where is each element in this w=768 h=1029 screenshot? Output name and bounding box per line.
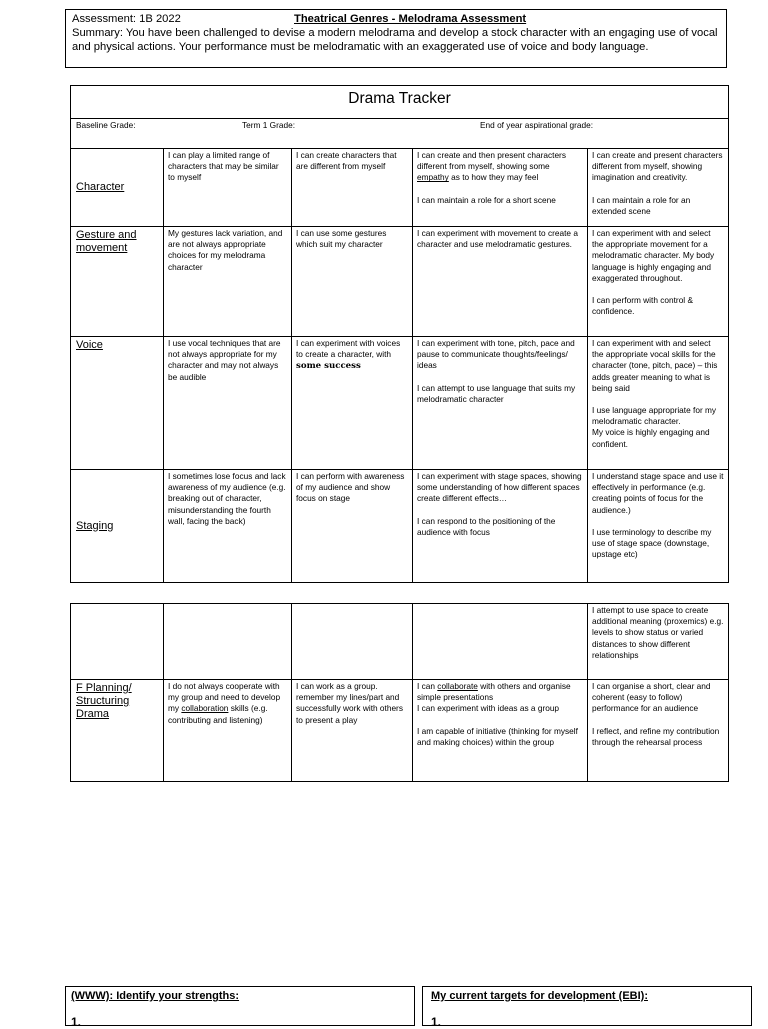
descriptor-cell: I can collaborate with others and organise simple presentations I can experiment with ideas as a group I am capable of initiative (thinking for myself and making choices) within the group (413, 680, 588, 782)
some-success-emphasis: some success (296, 361, 361, 372)
term1-grade-label: Term 1 Grade: (242, 120, 296, 130)
criterion-gesture: Gesture and movement (71, 227, 164, 337)
descriptor-cell: I understand stage space and use it effectively in performance (e.g. creating points of focus for the audience.) I use terminology to describe my use of stage space (downstage, upstage etc) (588, 470, 729, 583)
table-row (71, 227, 729, 337)
descriptor-cell: I can work as a group. remember my lines/part and successfully work with others to present a play (292, 680, 413, 782)
empty-cell (71, 604, 164, 680)
descriptor-cell: I can experiment with and select the appropriate movement for a melodramatic character. My body language is highly engaging and exaggerated throughout. I can perform with control & confidence. (588, 227, 729, 337)
tracker-title: Drama Tracker (71, 86, 729, 119)
descriptor-cell: I can use some gestures which suit my character (292, 227, 413, 337)
descriptor-cell: I attempt to use space to create additional meaning (proxemics) e.g. levels to show status or varied distances to show different relationships (588, 604, 729, 680)
descriptor-cell: I sometimes lose focus and lack awareness of my audience (e.g. breaking out of character, misunderstanding the fourth wall, facing the back) (164, 470, 292, 583)
descriptor-cell: I do not always cooperate with my group and need to develop my collaboration skills (e.g. contributing and listening) (164, 680, 292, 782)
assessment-code: Assessment: 1B 2022 (72, 13, 181, 25)
descriptor-cell: I can create and then present characters different from myself, showing some empathy as to how they may feel I can maintain a role for a short scene (413, 149, 588, 227)
criterion-planning: F Planning/ Structuring Drama (71, 680, 164, 782)
aspirational-grade-label: End of year aspirational grade: (480, 120, 594, 130)
table-row (71, 604, 729, 680)
table-row (71, 337, 729, 470)
table-row (71, 149, 729, 227)
descriptor-cell: I can experiment with movement to create a character and use melodramatic gestures. (413, 227, 588, 337)
descriptor-cell: I can perform with awareness of my audience and show focus on stage (292, 470, 413, 583)
descriptor-cell: I can create and present characters different from myself, showing imagination and creativity. I can maintain a role for an extended scene (588, 149, 729, 227)
strengths-item-number: 1. (71, 1015, 82, 1029)
targets-box[interactable] (422, 986, 752, 1029)
descriptor-cell: I use vocal techniques that are not always appropriate for my character and may not always be audible (164, 337, 292, 470)
descriptor-cell: I can create characters that are different from myself (292, 149, 413, 227)
criterion-voice: Voice (71, 337, 164, 470)
empty-cell (413, 604, 588, 680)
collaborate-term: collaborate (437, 681, 478, 691)
assessment-summary: Summary: You have been challenged to devise a modern melodrama and develop a stock character with an engaging use of vocal and physical actions. Your performance must be melodramatic with an exaggerated use of voice and body language. (72, 27, 718, 53)
criterion-staging: Staging (71, 470, 164, 583)
empty-cell (292, 604, 413, 680)
descriptor-cell: I can experiment with voices to create a character, with some success (292, 337, 413, 470)
baseline-grade-label: Baseline Grade: (76, 120, 136, 130)
table-row (71, 470, 729, 583)
strengths-heading: (WWW): Identify your strengths: (71, 990, 240, 1002)
drama-tracker-table (70, 85, 729, 583)
collaboration-term: collaboration (181, 703, 229, 714)
table-row (71, 680, 729, 782)
criterion-character: Character (71, 149, 164, 227)
descriptor-cell: I can experiment with stage spaces, showing some understanding of how different spaces create different effects… I can respond to the positioning of the audience with focus (413, 470, 588, 583)
assessment-header (65, 9, 727, 68)
grades-row (71, 119, 729, 149)
targets-item-number: 1. (431, 1015, 442, 1029)
targets-heading: My current targets for development (EBI): (431, 990, 648, 1002)
empty-cell (164, 604, 292, 680)
descriptor-cell: I can play a limited range of characters that may be similar to myself (164, 149, 292, 227)
descriptor-cell: I can experiment with and select the appropriate vocal skills for the character (tone, pitch, pace) – this adds greater meaning to what is being said I use language appropriate for my melodramatic character. My voice is highly engaging and confident. (588, 337, 729, 470)
empathy-term: empathy (417, 172, 449, 183)
drama-tracker-table-continued (70, 603, 729, 782)
descriptor-cell: My gestures lack variation, and are not always appropriate choices for my melodrama character (164, 227, 292, 337)
assessment-title: Theatrical Genres - Melodrama Assessment (294, 13, 527, 25)
descriptor-cell: I can experiment with tone, pitch, pace and pause to communicate thoughts/feelings/ ideas I can attempt to use language that suits my melodramatic character (413, 337, 588, 470)
descriptor-cell: I can organise a short, clear and coherent (easy to follow) performance for an audience I reflect, and refine my contribution through the rehearsal process (588, 680, 729, 782)
strengths-box[interactable] (65, 986, 415, 1029)
